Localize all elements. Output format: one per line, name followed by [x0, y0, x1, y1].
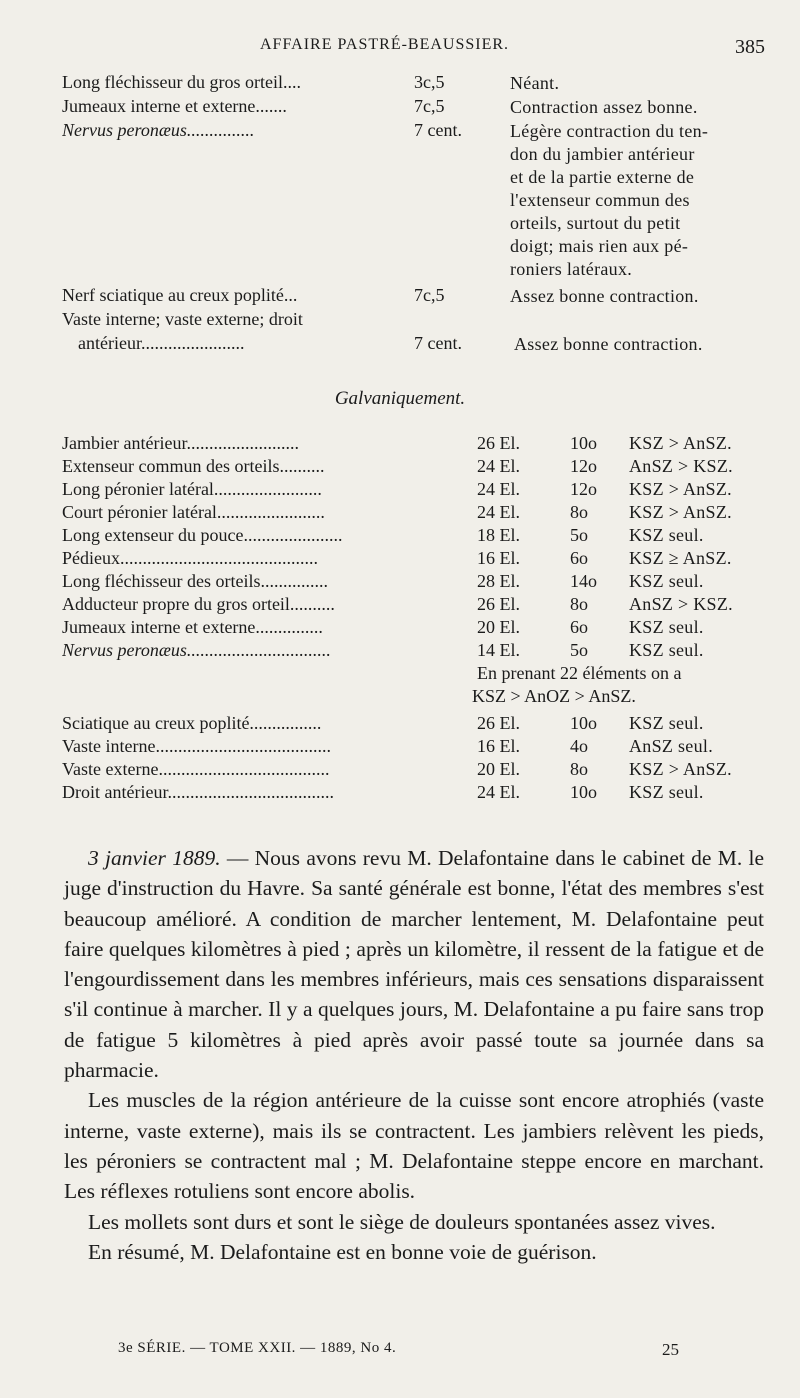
muscle-label: Nervus peronæus................................ — [62, 640, 331, 660]
muscle-label: Long extenseur du pouce...................... — [62, 525, 343, 545]
degree-value: 5o — [570, 640, 588, 660]
table-row — [62, 309, 782, 332]
reaction-result: KSZ > AnSZ. — [629, 759, 732, 779]
paragraph: Les mollets sont durs et sont le siège de douleurs spontanées assez vives. — [88, 1209, 716, 1234]
muscle-label: Extenseur commun des orteils.......... — [62, 456, 325, 476]
contraction-result: Assez bonne contraction. — [514, 334, 703, 354]
paragraph: En résumé, M. Delafontaine est en bonne voie de guérison. — [88, 1239, 597, 1264]
contraction-result: Légère contraction du ten- don du jambier antérieur et de la partie externe de l'extenseur commun des orteils, surtout du petit doigt; mais rien aux pé- roniers latéraux. — [510, 121, 709, 279]
degree-value: 4o — [570, 736, 588, 756]
page-header — [60, 36, 765, 66]
degree-value: 10o — [570, 782, 597, 802]
table-row — [62, 120, 782, 281]
table-row — [62, 333, 782, 356]
table-row — [62, 285, 782, 308]
table-row — [62, 782, 782, 805]
degree-value: 8o — [570, 502, 588, 522]
reaction-result: AnSZ > KSZ. — [629, 594, 733, 614]
current-value: 7c,5 — [414, 96, 445, 116]
degree-value: 12o — [570, 456, 597, 476]
elements-count: 20 El. — [477, 617, 520, 637]
reaction-result: KSZ seul. — [629, 525, 704, 545]
elements-count: 28 El. — [477, 571, 520, 591]
table-row — [62, 502, 782, 525]
muscle-label: Jambier antérieur......................... — [62, 433, 299, 453]
note-line: KSZ > AnOZ > AnSZ. — [472, 686, 636, 706]
degree-value: 14o — [570, 571, 597, 591]
paragraph-text: — Nous avons revu M. Delafontaine dans le cabinet de M. le juge d'instruction du Havre. Sa santé générale est bonne, l'état des membres s'est beaucoup amélioré. A condition de marcher lentement, M. Delafontaine peut faire quelques kilomètres à pied ; après un kilomètre, il ressent de la fatigue et de l'engourdissement dans les membres inférieurs, mais ces sensations disparaissent s'il continue à marcher. Il y a quelques jours, M. Delafontaine a pu faire sans trop de fatigue 5 kilomètres à pied après avoir passé toute sa journée dans sa pharmacie. — [64, 846, 765, 1083]
elements-count: 16 El. — [477, 736, 520, 756]
reaction-result: KSZ seul. — [629, 571, 704, 591]
current-value: 7 cent. — [414, 120, 462, 140]
elements-count: 18 El. — [477, 525, 520, 545]
sheet-number: 25 — [662, 1340, 679, 1359]
current-value: 7 cent. — [414, 333, 462, 353]
page-number: 385 — [735, 36, 765, 58]
muscle-label: Droit antérieur..................................... — [62, 782, 334, 802]
muscle-label: Vaste interne; vaste externe; droit — [62, 309, 303, 329]
reaction-result: KSZ ≥ AnSZ. — [629, 548, 732, 568]
note-line: En prenant 22 éléments on a — [477, 663, 682, 683]
muscle-label: Vaste externe...................................... — [62, 759, 330, 779]
reaction-result: KSZ > AnSZ. — [629, 433, 732, 453]
elements-count: 26 El. — [477, 433, 520, 453]
reaction-result: KSZ seul. — [629, 713, 704, 733]
elements-count: 16 El. — [477, 548, 520, 568]
reaction-result: KSZ > AnSZ. — [629, 479, 732, 499]
elements-count: 20 El. — [477, 759, 520, 779]
muscle-label: Nervus peronæus............... — [62, 120, 255, 140]
table-note — [62, 686, 782, 709]
elements-count: 24 El. — [477, 479, 520, 499]
degree-value: 12o — [570, 479, 597, 499]
degree-value: 6o — [570, 548, 588, 568]
degree-value: 6o — [570, 617, 588, 637]
faradic-table — [62, 72, 782, 354]
muscle-label: Court péronier latéral........................ — [62, 502, 325, 522]
table-row — [62, 72, 782, 95]
reaction-result: AnSZ > KSZ. — [629, 456, 733, 476]
table-row — [62, 617, 782, 640]
degree-value: 5o — [570, 525, 588, 545]
current-value: 7c,5 — [414, 285, 445, 305]
reaction-result: KSZ seul. — [629, 617, 704, 637]
contraction-result: Assez bonne contraction. — [510, 286, 699, 306]
degree-value: 8o — [570, 759, 588, 779]
table-row — [62, 759, 782, 782]
muscle-label: Long fléchisseur des orteils............... — [62, 571, 328, 591]
paragraph: Les muscles de la région antérieure de la cuisse sont encore atrophiés (vaste interne, vaste externe), mais ils se contractent. Les jambiers relèvent les pieds, les péroniers se contractent mal ; M. Delafontaine steppe encore en marchant. Les réflexes rotuliens sont encore abolis. — [64, 1088, 764, 1204]
signature-line: 3e SÉRIE. — TOME XXII. — 1889, No 4. — [118, 1340, 397, 1356]
contraction-result: Contraction assez bonne. — [510, 97, 698, 117]
elements-count: 24 El. — [477, 502, 520, 522]
muscle-label: antérieur....................... — [78, 333, 245, 353]
table-row — [62, 456, 782, 479]
contraction-result: Néant. — [510, 73, 560, 93]
muscle-label: Long péronier latéral........................ — [62, 479, 322, 499]
elements-count: 24 El. — [477, 782, 520, 802]
elements-count: 26 El. — [477, 594, 520, 614]
muscle-label: Long fléchisseur du gros orteil.... — [62, 72, 301, 92]
reaction-result: KSZ seul. — [629, 782, 704, 802]
running-head: AFFAIRE PASTRÉ-BEAUSSIER. — [260, 36, 510, 53]
table-row — [62, 571, 782, 594]
table-row — [62, 525, 782, 548]
degree-value: 10o — [570, 433, 597, 453]
elements-count: 24 El. — [477, 456, 520, 476]
elements-count: 26 El. — [477, 713, 520, 733]
table-row — [62, 713, 782, 736]
table-row — [62, 433, 782, 456]
muscle-label: Pédieux............................................ — [62, 548, 318, 568]
galvanic-table — [62, 433, 782, 805]
entry-date: 3 janvier 1889. — [88, 846, 221, 870]
section-title: Galvaniquement. — [334, 388, 466, 409]
degree-value: 10o — [570, 713, 597, 733]
table-row — [62, 96, 782, 119]
body-text — [64, 843, 764, 1267]
muscle-label: Jumeaux interne et externe....... — [62, 96, 287, 116]
reaction-result: KSZ seul. — [629, 640, 704, 660]
muscle-label: Vaste interne....................................... — [62, 736, 331, 756]
current-value: 3c,5 — [414, 72, 445, 92]
paragraph — [64, 843, 764, 1085]
reaction-result: AnSZ seul. — [629, 736, 713, 756]
degree-value: 8o — [570, 594, 588, 614]
reaction-result: KSZ > AnSZ. — [629, 502, 732, 522]
table-note — [62, 663, 782, 686]
muscle-label: Nerf sciatique au creux poplité... — [62, 285, 298, 305]
muscle-label: Adducteur propre du gros orteil.......... — [62, 594, 335, 614]
table-row — [62, 640, 782, 663]
table-row — [62, 548, 782, 571]
table-row — [62, 736, 782, 759]
table-row — [62, 479, 782, 502]
muscle-label: Jumeaux interne et externe............... — [62, 617, 323, 637]
table-row — [62, 594, 782, 617]
elements-count: 14 El. — [477, 640, 520, 660]
muscle-label: Sciatique au creux poplité................ — [62, 713, 322, 733]
